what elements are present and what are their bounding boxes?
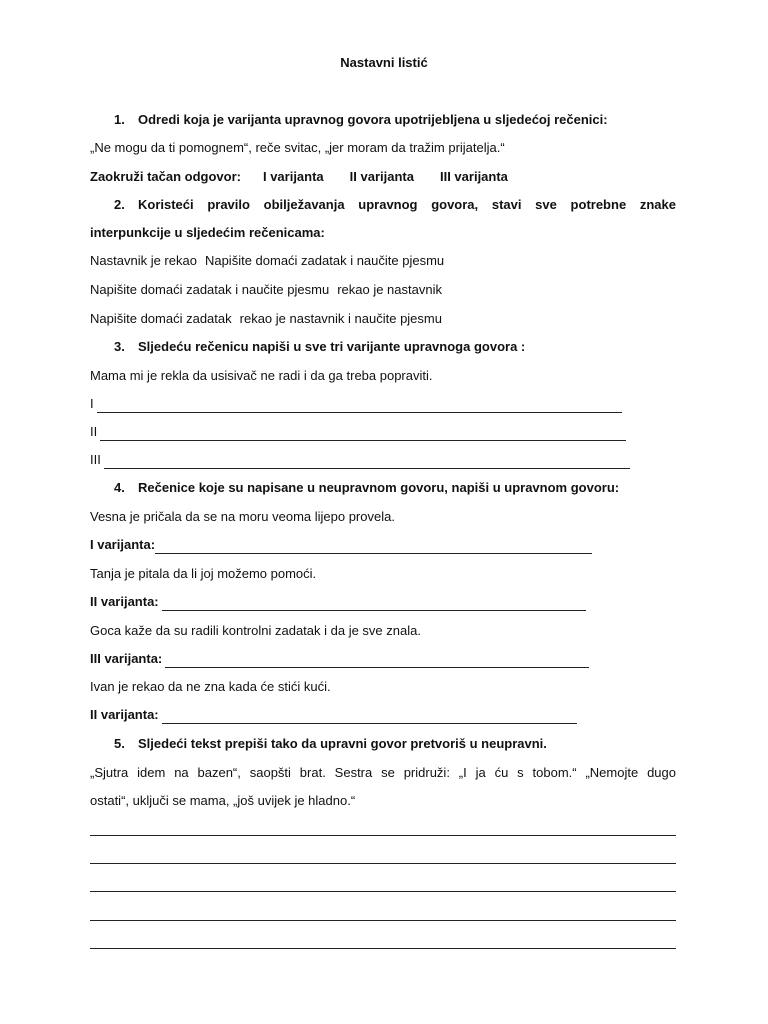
answer-line[interactable]	[100, 427, 626, 441]
answer-line[interactable]	[97, 399, 622, 413]
q2-number: 2.	[114, 197, 125, 212]
answer-line[interactable]	[162, 597, 586, 611]
q4-sentence-3: Goca kaže da su radili kontrolni zadatak i da je sve znala.	[90, 623, 421, 638]
q4-answer-row-1[interactable]	[90, 536, 592, 554]
q3-sentence: Mama mi je rekla da usisivač ne radi i da ga treba popraviti.	[90, 368, 433, 383]
q3-answer-row-2[interactable]	[90, 423, 626, 441]
answer-line[interactable]	[162, 710, 577, 724]
q2-sentence-3	[90, 310, 676, 328]
q5-passage-line1: „Sjutra idem na bazen“, saopšti brat. Sestra se pridruži: „I ja ću s tobom.“ „Nemojte dugo	[90, 765, 676, 780]
q2-s3-part-b: rekao je nastavnik i naučite pjesmu	[239, 311, 442, 326]
q5-answer-line-2[interactable]	[90, 862, 676, 864]
q1-instruction: Zaokruži tačan odgovor:	[90, 169, 241, 184]
q2-s2-part-a: Napišite domaći zadatak i naučite pjesmu	[90, 282, 330, 297]
q2-s1-part-a: Nastavnik je rekao	[90, 253, 197, 268]
q1-number: 1.	[114, 112, 125, 127]
q2-s3-part-a: Napišite domaći zadatak	[90, 311, 232, 326]
q5-answer-line-1[interactable]	[90, 834, 676, 836]
q4-sentence-4: Ivan je rekao da ne zna kada će stići kući.	[90, 679, 331, 694]
q4-answer-row-4[interactable]	[90, 706, 577, 724]
q1-text: Odredi koja je varijanta upravnog govora upotrijebljena u sljedećoj rečenici:	[138, 112, 608, 127]
q2-text-line1: Koristeći pravilo obilježavanja upravnog govora, stavi sve potrebne znake	[138, 197, 676, 212]
q1-option-2[interactable]: II varijanta	[349, 169, 414, 184]
q3-answer-row-1[interactable]	[90, 395, 622, 413]
answer-line[interactable]	[155, 540, 592, 554]
q1-sentence: „Ne mogu da ti pomognem“, reče svitac, „jer moram da tražim prijatelja.“	[90, 140, 505, 155]
q2-sentence-2	[90, 281, 676, 299]
q4-answer-row-3[interactable]	[90, 650, 589, 668]
q2-sentence-1	[90, 252, 676, 270]
q5-answer-line-3[interactable]	[90, 890, 676, 892]
q1-option-3[interactable]: III varijanta	[439, 169, 508, 184]
page-title: Nastavni listić	[340, 55, 428, 70]
q5-heading	[114, 735, 676, 753]
q3-number: 3.	[114, 339, 125, 354]
q4-text: Rečenice koje su napisane u neupravnom govoru, napiši u upravnom govoru:	[138, 480, 620, 495]
q4-label-4: II varijanta:	[90, 707, 159, 722]
q3-label-2: II	[90, 424, 98, 439]
q3-answer-row-3[interactable]	[90, 451, 630, 469]
q1-answer-row	[90, 168, 676, 186]
q1-option-1[interactable]: I varijanta	[262, 169, 324, 184]
q5-text: Sljedeći tekst prepiši tako da upravni govor pretvoriš u neupravni.	[138, 736, 547, 751]
q2-text-line2: interpunkcije u sljedećim rečenicama:	[90, 225, 325, 240]
answer-line[interactable]	[104, 455, 630, 469]
q5-answer-line-4[interactable]	[90, 919, 676, 921]
q3-heading	[114, 338, 676, 356]
q4-label-2: II varijanta:	[90, 594, 159, 609]
q2-s1-part-b: Napišite domaći zadatak i naučite pjesmu	[204, 253, 445, 268]
q3-label-1: I	[90, 396, 94, 411]
q4-answer-row-2[interactable]	[90, 593, 586, 611]
q4-label-3: III varijanta:	[90, 651, 163, 666]
answer-line[interactable]	[165, 654, 589, 668]
q2-s2-part-b: rekao je nastavnik	[337, 282, 442, 297]
q2-heading-line1	[114, 196, 676, 214]
q4-number: 4.	[114, 480, 125, 495]
q4-label-1: I varijanta:	[90, 537, 156, 552]
q5-number: 5.	[114, 736, 125, 751]
q4-sentence-1: Vesna je pričala da se na moru veoma lijepo provela.	[90, 509, 395, 524]
q4-heading	[114, 479, 676, 497]
q3-text: Sljedeću rečenicu napiši u sve tri varijante upravnoga govora :	[138, 339, 526, 354]
q1-heading	[114, 111, 676, 129]
q5-answer-line-5[interactable]	[90, 947, 676, 949]
q4-sentence-2: Tanja je pitala da li joj možemo pomoći.	[90, 566, 317, 581]
q5-passage-line2: ostati“, uključi se mama, „još uvijek je hladno.“	[90, 793, 356, 808]
q3-label-3: III	[90, 452, 101, 467]
